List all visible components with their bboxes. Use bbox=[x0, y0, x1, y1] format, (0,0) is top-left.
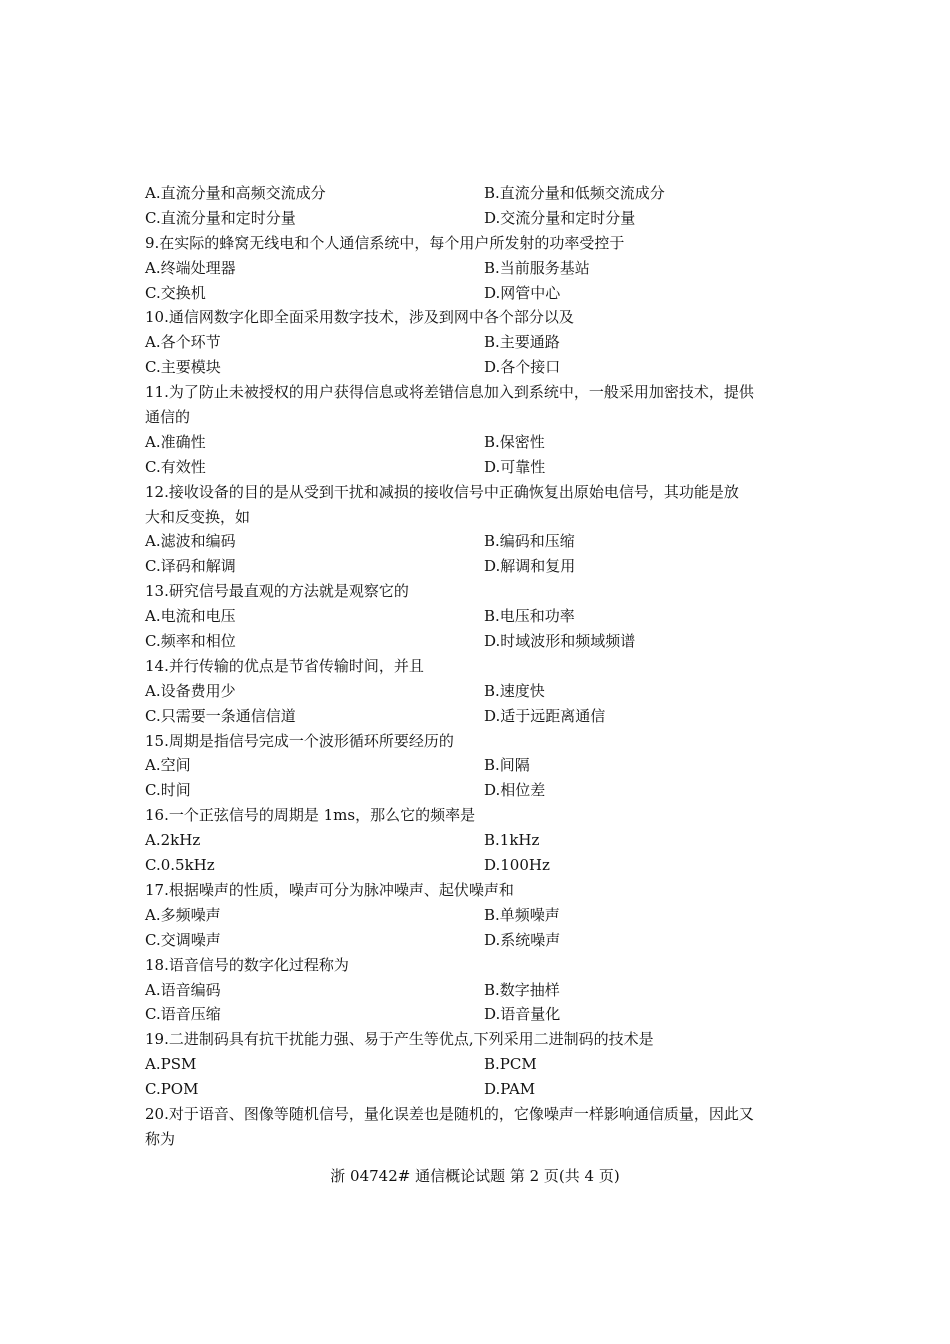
option-d: D.系统噪声 bbox=[484, 930, 561, 949]
option-a: A.设备费用少 bbox=[145, 681, 236, 700]
option-d: D.100Hz bbox=[484, 856, 550, 875]
option-a: A.直流分量和高频交流成分 bbox=[145, 184, 326, 202]
option-b: B.单频噪声 bbox=[484, 905, 560, 924]
option-a: A.终端处理器 bbox=[145, 258, 236, 277]
option-d: D.交流分量和定时分量 bbox=[484, 208, 636, 227]
question-block bbox=[145, 480, 815, 580]
option-d: D.可靠性 bbox=[484, 457, 546, 476]
option-c: C.有效性 bbox=[145, 457, 206, 476]
option-row bbox=[145, 753, 815, 778]
question-block bbox=[145, 729, 815, 804]
question-stem: 17.根据噪声的性质，噪声可分为脉冲噪声、起伏噪声和 bbox=[145, 880, 514, 899]
question-stem: 9.在实际的蜂窝无线电和个人通信系统中，每个用户所发射的功率受控于 bbox=[145, 233, 625, 252]
option-a: A.准确性 bbox=[145, 432, 206, 451]
option-row bbox=[145, 778, 815, 803]
question-stem: 14.并行传输的优点是节省传输时间，并且 bbox=[145, 656, 424, 675]
option-row bbox=[145, 181, 815, 206]
question-20 bbox=[145, 1102, 815, 1152]
option-row bbox=[145, 1077, 815, 1102]
option-a: A.空间 bbox=[145, 756, 191, 775]
option-row bbox=[145, 430, 815, 455]
option-row bbox=[145, 1052, 815, 1077]
question-stem: 11.为了防止未被授权的用户获得信息或将差错信息加入到系统中，一般采用加密技术，提供 bbox=[145, 383, 754, 402]
option-row bbox=[145, 455, 815, 480]
option-row bbox=[145, 903, 815, 928]
option-b: B.数字抽样 bbox=[484, 980, 560, 999]
option-row bbox=[145, 629, 815, 654]
option-c: C.直流分量和定时分量 bbox=[145, 208, 296, 227]
option-c: C.POM bbox=[145, 1080, 199, 1099]
option-a: A.电流和电压 bbox=[145, 607, 236, 626]
option-a: A.多频噪声 bbox=[145, 905, 221, 924]
question-stem: 10.通信网数字化即全面采用数字技术，涉及到网中各个部分以及 bbox=[145, 308, 574, 327]
question-block bbox=[145, 953, 815, 1028]
option-d: D.适于远距离通信 bbox=[484, 706, 606, 725]
option-b: B.直流分量和低频交流成分 bbox=[484, 184, 665, 202]
page-footer: 浙 04742# 通信概论试题 第 2 页(共 4 页) bbox=[330, 1167, 620, 1185]
question-8-options bbox=[145, 181, 815, 231]
option-a: A.滤波和编码 bbox=[145, 532, 236, 551]
option-row bbox=[145, 853, 815, 878]
option-d: D.语音量化 bbox=[484, 1005, 561, 1024]
option-b: B.主要通路 bbox=[484, 333, 560, 352]
option-a: A.PSM bbox=[145, 1055, 197, 1074]
option-c: C.主要模块 bbox=[145, 358, 221, 377]
option-row bbox=[145, 554, 815, 579]
option-a: A.各个环节 bbox=[145, 333, 221, 352]
option-d: D.相位差 bbox=[484, 781, 546, 800]
question-stem-continued: 大和反变换，如 bbox=[145, 507, 251, 526]
option-b: B.编码和压缩 bbox=[484, 532, 575, 551]
option-b: B.1kHz bbox=[484, 831, 540, 850]
option-row bbox=[145, 330, 815, 355]
option-d: D.解调和复用 bbox=[484, 557, 576, 576]
option-row bbox=[145, 978, 815, 1003]
option-c: C.译码和解调 bbox=[145, 557, 236, 576]
option-row bbox=[145, 679, 815, 704]
question-block bbox=[145, 380, 815, 480]
question-stem: 20.对于语音、图像等随机信号，量化误差也是随机的，它像噪声一样影响通信质量，因此又 bbox=[145, 1104, 754, 1123]
option-b: B.速度快 bbox=[484, 681, 545, 700]
option-c: C.语音压缩 bbox=[145, 1005, 221, 1024]
option-row bbox=[145, 355, 815, 380]
option-b: B.间隔 bbox=[484, 756, 530, 775]
option-d: D.网管中心 bbox=[484, 283, 561, 302]
question-block bbox=[145, 305, 815, 380]
option-a: A.2kHz bbox=[145, 831, 201, 850]
option-row bbox=[145, 828, 815, 853]
option-b: B.当前服务基站 bbox=[484, 258, 590, 277]
question-block bbox=[145, 803, 815, 878]
question-stem: 18.语音信号的数字化过程称为 bbox=[145, 955, 349, 974]
question-block bbox=[145, 878, 815, 953]
question-block bbox=[145, 654, 815, 729]
option-b: B.PCM bbox=[484, 1055, 537, 1074]
option-row bbox=[145, 256, 815, 281]
option-b: B.保密性 bbox=[484, 432, 545, 451]
option-d: D.各个接口 bbox=[484, 358, 561, 377]
option-row bbox=[145, 1002, 815, 1027]
option-b: B.电压和功率 bbox=[484, 607, 575, 626]
option-a: A.语音编码 bbox=[145, 980, 221, 999]
option-row bbox=[145, 928, 815, 953]
question-list bbox=[145, 231, 815, 1102]
question-stem: 19.二进制码具有抗干扰能力强、易于产生等优点,下列采用二进制码的技术是 bbox=[145, 1030, 654, 1049]
option-row bbox=[145, 281, 815, 306]
question-stem-continued: 称为 bbox=[145, 1129, 176, 1148]
option-row bbox=[145, 529, 815, 554]
option-d: D.时域波形和频域频谱 bbox=[484, 632, 636, 651]
option-row bbox=[145, 604, 815, 629]
option-row bbox=[145, 704, 815, 729]
option-c: C.0.5kHz bbox=[145, 856, 215, 875]
question-stem: 15.周期是指信号完成一个波形循环所要经历的 bbox=[145, 731, 454, 750]
option-c: C.交调噪声 bbox=[145, 930, 221, 949]
option-c: C.交换机 bbox=[145, 283, 206, 302]
question-stem: 12.接收设备的目的是从受到干扰和减损的接收信号中正确恢复出原始电信号，其功能是放 bbox=[145, 482, 739, 501]
question-block bbox=[145, 1027, 815, 1102]
option-d: D.PAM bbox=[484, 1080, 536, 1099]
option-row bbox=[145, 206, 815, 231]
option-c: C.时间 bbox=[145, 781, 191, 800]
question-block bbox=[145, 231, 815, 306]
option-c: C.只需要一条通信信道 bbox=[145, 706, 296, 725]
exam-page-content bbox=[145, 181, 815, 1152]
question-stem: 16.一个正弦信号的周期是 1ms，那么它的频率是 bbox=[145, 806, 476, 825]
question-stem-continued: 通信的 bbox=[145, 408, 191, 427]
question-stem: 13.研究信号最直观的方法就是观察它的 bbox=[145, 582, 409, 601]
question-block bbox=[145, 579, 815, 654]
option-c: C.频率和相位 bbox=[145, 632, 236, 651]
